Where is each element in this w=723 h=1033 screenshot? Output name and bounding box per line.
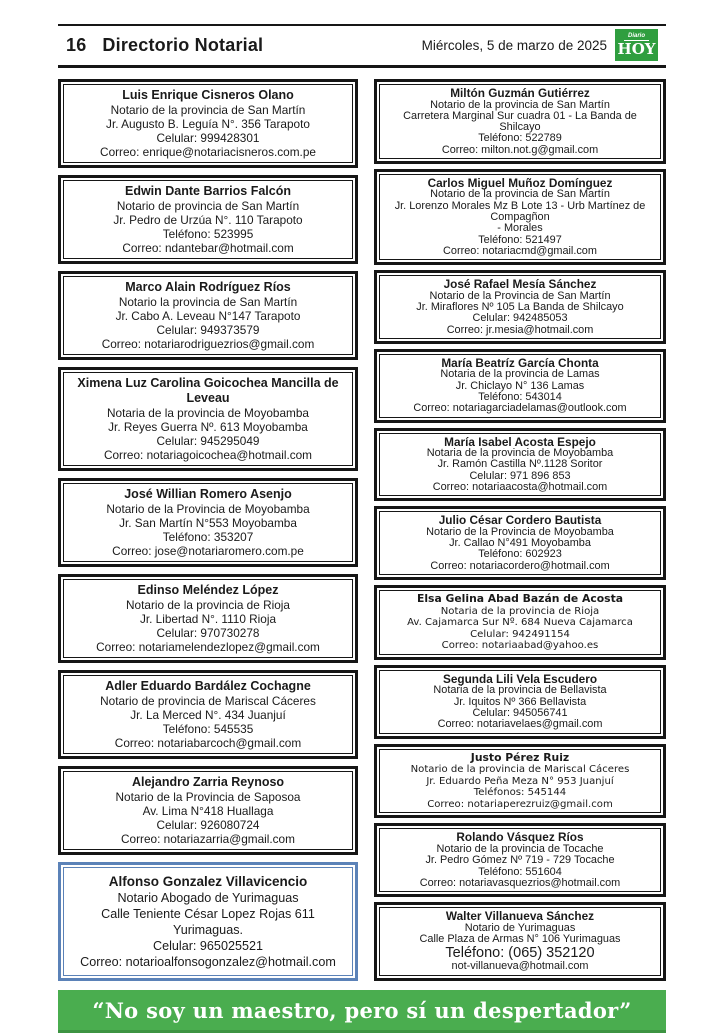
notary-name: Julio César Cordero Bautista [438, 513, 602, 528]
notary-entry-inner [63, 867, 353, 976]
logo-hoy-text: HOY [617, 40, 656, 58]
entry-lines [66, 694, 350, 750]
entry-line: Correo: ndantebar@hotmail.com [122, 241, 294, 255]
entry-line: Notario de la provincia de San Martín [430, 188, 610, 201]
notary-entry [374, 744, 666, 819]
page-title: Directorio Notarial [102, 34, 264, 55]
entry-line: Correo: notariabarcoch@gmail.com [114, 736, 302, 750]
notary-entry-inner [379, 670, 661, 734]
entry-line: Teléfono: 523995 [162, 227, 254, 241]
entry-line: Jr. Pedro de Urzúa N°. 110 Tarapoto [113, 213, 303, 227]
notary-name: José Rafael Mesía Sánchez [443, 277, 597, 292]
notary-entry-inner [379, 511, 661, 575]
entry-line: Correo: notariaabad@yahoo.es [441, 640, 599, 652]
notary-name: María Beatríz García Chonta [441, 355, 599, 370]
entry-line: Correo: notariazarria@gmail.com [121, 832, 295, 846]
entry-lines [382, 448, 658, 493]
entry-line: Teléfono: 602923 [478, 548, 562, 561]
notary-entry [58, 271, 358, 360]
entry-line: Jr. Augusto B. Leguía N°. 356 Tarapoto [106, 117, 310, 131]
notary-name: Segunda Lili Vela Escudero [442, 671, 598, 686]
entry-lines [66, 199, 350, 255]
entry-line: Notaria de la provincia de Rioja [440, 605, 600, 617]
entry-line: Av. Cajamarca Sur Nº. 684 Nueva Cajamarca [407, 617, 633, 629]
entry-line: Jr. Miraflores Nº 105 La Banda de Shilcayo [416, 301, 624, 314]
entry-line: Jr. Pedro Gómez Nº 719 - 729 Tocache [425, 854, 615, 867]
notary-name: Miltón Guzmán Gutiérrez [450, 86, 590, 100]
entry-line: Celular: 971 896 853 [469, 469, 571, 482]
entry-line: Celular: 945056741 [472, 706, 568, 719]
entry-line: Correo: notariagarciadelamas@outlook.com [413, 402, 627, 415]
entry-lines [66, 502, 350, 558]
notary-name: Alfonso Gonzalez Villavicencio [108, 874, 308, 889]
notary-name: Edwin Dante Barrios Falcón [124, 184, 291, 198]
entry-lines [382, 685, 658, 730]
entry-line: Correo: jr.mesia@hotmail.com [446, 323, 594, 336]
entry-line: Notario de provincia de Mariscal Cáceres [100, 694, 316, 708]
entry-line: Teléfono: 545535 [162, 722, 254, 736]
entry-line: Jr. Eduardo Peña Meza N° 953 Juanjuí [426, 775, 614, 787]
entry-line: Correo: notariavelaes@gmail.com [437, 718, 603, 731]
notary-entry [374, 665, 666, 739]
entry-line: Notario de la provincia de San Martín [430, 98, 610, 111]
entry-line: Teléfono: 522789 [478, 132, 562, 145]
notary-entry [58, 670, 358, 759]
entry-line: Notario de la provincia de Tocache [436, 842, 604, 855]
entry-lines [382, 527, 658, 572]
entry-line: Teléfono: 543014 [478, 391, 562, 404]
notary-entry-inner [63, 579, 353, 658]
notary-entry-inner [63, 372, 353, 466]
entry-line: Carretera Marginal Sur cuadra 01 - La Banda de Shilcayo [403, 109, 637, 134]
entry-line: Correo: notariaperezruiz@gmail.com [427, 798, 613, 810]
entry-line: Teléfono: 551604 [478, 865, 562, 878]
column-left [58, 79, 358, 981]
notary-entry-inner [63, 675, 353, 754]
notary-entry-inner [63, 276, 353, 355]
entry-line: Notario de la provincia de Mariscal Cáceres [410, 764, 630, 776]
notary-entry-inner [379, 354, 661, 418]
entry-line: Correo: enrique@notariacisneros.com.pe [100, 145, 316, 159]
notary-name: Ximena Luz Carolina Goicochea Mancilla de Leveau [77, 376, 339, 405]
entry-line: Notaria de la provincia de Moyobamba [107, 406, 309, 420]
page-number: 16 [66, 34, 87, 55]
notary-entry-inner [379, 590, 661, 655]
entry-lines [382, 189, 658, 257]
notary-entry [374, 169, 666, 265]
notary-entry [58, 862, 358, 981]
entry-line: Celular: 926080724 [156, 818, 260, 832]
notary-name: Carlos Miguel Muñoz Domínguez [427, 175, 613, 190]
entry-lines [382, 291, 658, 336]
entry-line: Jr. Iquitos Nº 366 Bellavista [453, 695, 587, 708]
entry-line: Jr. Cabo A. Leveau N°147 Tarapoto [115, 309, 301, 323]
notary-entry-inner [379, 275, 661, 339]
entry-line: Correo: notariaacosta@hotmail.com [432, 481, 608, 494]
entry-line: Correo: jose@notariaromero.com.pe [112, 544, 304, 558]
entry-line: Jr. La Merced N°. 434 Juanjuí [130, 708, 286, 722]
entry-line: Celular: 999428301 [156, 131, 260, 145]
directory-columns [58, 79, 666, 981]
entry-line: Jr. Lorenzo Morales Mz B Lote 13 - Urb Martínez de Compagñon [394, 199, 646, 224]
notary-entry-inner [379, 174, 661, 260]
entry-line: not-villanueva@hotmail.com [451, 960, 589, 973]
column-right [374, 79, 666, 981]
notary-name: Walter Villanueva Sánchez [445, 909, 595, 924]
notary-entry-inner [379, 828, 661, 892]
entry-lines [382, 844, 658, 889]
entry-lines [66, 890, 350, 970]
entry-lines [66, 790, 350, 846]
entry-line: Correo: notariacordero@hotmail.com [430, 559, 610, 572]
notary-name: Alejandro Zarria Reynoso [131, 775, 285, 789]
entry-line: Jr. Ramón Castilla Nº.1128 Soritor [437, 458, 603, 471]
entry-line: Celular: 970730278 [156, 626, 260, 640]
notary-entry-inner [379, 907, 661, 975]
entry-line: Jr. San Martín N°553 Moyobamba [119, 516, 297, 530]
entry-line: Teléfono: 521497 [478, 233, 562, 246]
entry-lines [382, 606, 658, 652]
notary-entry-inner [63, 180, 353, 259]
entry-line: Celular: 945295049 [156, 434, 260, 448]
notary-name: María Isabel Acosta Espejo [444, 434, 596, 449]
entry-lines [66, 598, 350, 654]
notary-entry-inner [379, 84, 661, 159]
notary-name: Edinso Meléndez López [137, 583, 279, 597]
entry-line: Jr. Callao N°491 Moyobamba [449, 537, 591, 550]
entry-line: Notario de la Provincia de Saposoa [115, 790, 301, 804]
entry-line: Teléfono: 353207 [162, 530, 254, 544]
entry-line: Correo: notariacmd@gmail.com [443, 244, 597, 257]
notary-name: Adler Eduardo Bardález Cochagne [105, 679, 311, 693]
entry-line: Jr. Libertad N°. 1110 Rioja [139, 612, 277, 626]
notary-entry-inner [63, 84, 353, 163]
entry-lines [382, 923, 658, 973]
entry-line: Jr. Reyes Guerra Nº. 613 Moyobamba [108, 420, 308, 434]
entry-lines [66, 295, 350, 351]
entry-line: Correo: notarioalfonsogonzalez@hotmail.com [80, 955, 336, 969]
notary-entry [374, 349, 666, 423]
entry-line: - Morales [497, 222, 543, 235]
notary-entry [58, 175, 358, 264]
entry-line: Notario de provincia de San Martín [116, 199, 300, 213]
logo-diario-text: Diario [624, 33, 649, 41]
notary-entry [58, 79, 358, 168]
notary-entry [58, 574, 358, 663]
notary-entry-inner [63, 771, 353, 850]
notary-entry [58, 478, 358, 567]
entry-line: Notario la provincia de San Martín [118, 295, 298, 309]
notary-entry [58, 766, 358, 855]
entry-line: Notaria de la provincia de Lamas [440, 368, 600, 381]
entry-line: Correo: notariavasquezrios@hotmail.com [419, 876, 621, 889]
notary-name: Justo Pérez Ruiz [470, 750, 570, 764]
notary-entry-inner [379, 433, 661, 497]
notary-name: Elsa Gelina Abad Bazán de Acosta [416, 592, 624, 606]
notary-entry-inner [379, 749, 661, 814]
quote-text: “No soy un maestro, pero sí un despertador” [92, 997, 632, 1023]
entry-line: Correo: milton.not.g@gmail.com [441, 143, 599, 156]
entry-line: Teléfono: (065) 352120 [445, 945, 595, 962]
entry-line: Notario de Yurimaguas [464, 921, 576, 934]
entry-lines [66, 103, 350, 159]
entry-line: Notario Abogado de Yurimaguas [117, 891, 299, 905]
issue-date: Miércoles, 5 de marzo de 2025 [421, 37, 607, 53]
entry-line: Calle Plaza de Armas N° 106 Yurimaguas [419, 932, 621, 945]
entry-line: Celular: 942491154 [470, 628, 570, 640]
quote-banner [58, 990, 666, 1033]
notary-entry [374, 823, 666, 897]
entry-line: Notario de la provincia de Rioja [126, 598, 290, 612]
notary-entry [374, 585, 666, 660]
notary-entry-inner [63, 483, 353, 562]
notary-name: José Willian Romero Asenjo [124, 487, 292, 501]
masthead-rule [58, 65, 666, 68]
notary-entry [374, 428, 666, 502]
entry-lines [382, 764, 658, 810]
entry-line: Correo: notariagoicochea@hotmail.com [103, 448, 313, 462]
entry-line: Notario de la provincia de San Martín [110, 103, 306, 117]
entry-line: Celular: 949373579 [156, 323, 260, 337]
notary-entry [374, 270, 666, 344]
entry-line: Correo: notariamelendezlopez@gmail.com [96, 640, 320, 654]
entry-line: Notaria de la provincia de Bellavista [433, 684, 607, 697]
entry-line: Teléfonos: 545144 [473, 787, 567, 799]
entry-line: Notario de la Provincia de San Martín [429, 289, 611, 302]
notary-entry [374, 506, 666, 580]
entry-line: Notario de la Provincia de Moyobamba [426, 525, 614, 538]
entry-line: Correo: notariarodriguezrios@gmail.com [101, 337, 315, 351]
notary-name: Luis Enrique Cisneros Olano [122, 88, 294, 102]
entry-line: Notaria de la provincia de Moyobamba [426, 447, 614, 460]
entry-line: Notario de la Provincia de Moyobamba [106, 502, 310, 516]
masthead [58, 26, 666, 65]
notary-entry [374, 902, 666, 980]
entry-lines [382, 100, 658, 156]
entry-lines [382, 369, 658, 414]
diario-hoy-logo [615, 29, 658, 61]
entry-line: Av. Lima N°418 Huallaga [142, 804, 274, 818]
entry-line: Celular: 942485053 [472, 312, 568, 325]
notary-name: Rolando Vásquez Ríos [456, 830, 584, 845]
entry-line: Jr. Chiclayo N° 136 Lamas [455, 379, 585, 392]
notary-entry [374, 79, 666, 164]
notary-entry [58, 367, 358, 471]
entry-line: Celular: 965025521 [153, 939, 263, 953]
notary-name: Marco Alain Rodríguez Ríos [125, 280, 291, 294]
entry-lines [66, 406, 350, 462]
entry-line: Calle Teniente César Lopez Rojas 611 Yurimaguas. [101, 907, 315, 937]
